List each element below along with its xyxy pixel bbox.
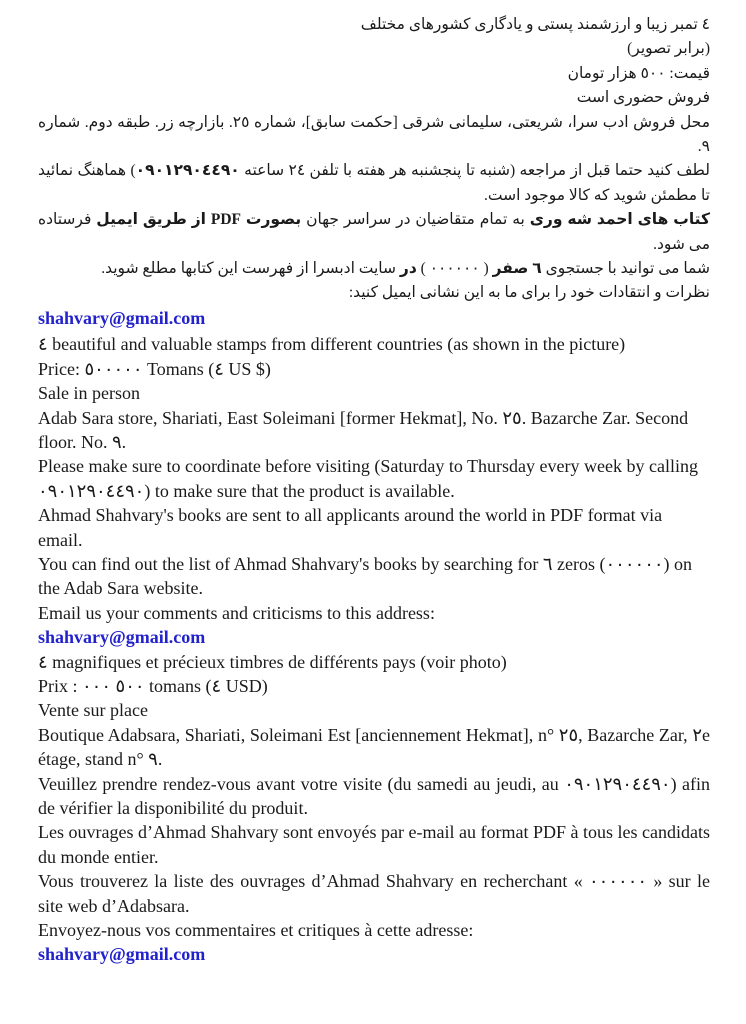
paragraph (38, 552, 710, 601)
text-run: فرستاده می شود. (38, 211, 710, 253)
text-run: Please make sure to coordinate before visiting (Saturday to Thursday every week by calling ٠٩٠١٢٩٠٤٤٩٠) to make sure that the product is available. (38, 456, 698, 501)
paragraph (38, 674, 710, 698)
paragraph (38, 772, 710, 821)
text-run: سایت ادبسرا از فهرست این کتابها مطلع شوید. (101, 260, 400, 278)
text-run: نظرات و انتقادات خود را برای ما به این نشانی ایمیل کنید: (348, 284, 710, 302)
text-run: ٦ صفر (492, 260, 542, 278)
paragraph (38, 601, 710, 625)
text-run: ٤ magnifiques et précieux timbres de différents pays (voir photo) (38, 651, 507, 672)
paragraph (38, 869, 710, 918)
text-run: در (399, 260, 417, 278)
text-run: Vente sur place (38, 700, 148, 721)
paragraph (38, 406, 710, 455)
email-paragraph (38, 625, 710, 649)
text-run: کتاب های احمد شه وری (529, 211, 710, 229)
paragraph (38, 650, 710, 674)
paragraph (38, 381, 710, 405)
paragraph (38, 357, 710, 381)
section-persian (38, 13, 710, 332)
paragraph (38, 332, 710, 356)
paragraph (38, 159, 710, 208)
paragraph (38, 454, 710, 503)
text-run: Sale in person (38, 383, 140, 404)
paragraph (38, 208, 710, 257)
text-run: به تمام متقاضیان در سراسر جهان (301, 211, 530, 229)
paragraph (38, 503, 710, 552)
text-run: Boutique Adabsara, Shariati, Soleimani Est [anciennement Hekmat], n° ٢٥, Bazarche Zar, ٢e étage, stand n° ٩. (38, 724, 710, 770)
paragraph (38, 257, 710, 281)
text-run: ٤ تمبر زیبا و ارزشمند پستی و یادگاری کشورهای مختلف (360, 16, 710, 33)
text-run: ٠٩٠١٢٩٠٤٤٩٠ (135, 162, 240, 180)
text-run: You can find out the list of Ahmad Shahvary's books by searching for ٦ zeros (٠٠٠٠٠٠) on the Adab Sara website. (38, 553, 693, 599)
text-run: محل فروش ادب سرا، شریعتی، سلیمانی شرقی [حکمت سابق]، شماره ٢٥. بازارچه زر. طبقه دوم. شماره ٩. (38, 113, 710, 156)
text-run: Adab Sara store, Shariati, East Soleimani [former Hekmat], No. ٢٥. Bazarche Zar. Second floor. No. ٩. (38, 407, 689, 452)
email-paragraph (38, 306, 710, 332)
text-run: Vous trouverez la liste des ouvrages d’Ahmad Shahvary en recherchant « ٠٠٠٠٠٠ » sur le site web d’Adabsara. (38, 871, 710, 916)
text-run: ) هماهنگ نمائید تا مطمئن شوید که کالا موجود است. (38, 162, 710, 204)
text-run: شما می توانید با جستجوی (541, 260, 710, 278)
section-english (38, 332, 710, 649)
text-run: قیمت: ٥٠٠ هزار تومان (567, 64, 710, 82)
text-run: Prix : ٥٠٠ ٠٠٠ tomans (٤ USD) (38, 675, 268, 696)
section-french (38, 650, 710, 967)
text-run: Ahmad Shahvary's books are sent to all applicants around the world in PDF format via email. (38, 505, 663, 550)
email-link[interactable]: shahvary@gmail.com (38, 307, 206, 328)
email-link[interactable]: shahvary@gmail.com (38, 944, 206, 965)
text-run: Les ouvrages d’Ahmad Shahvary sont envoyés par e-mail au format PDF à tous les candidats du monde entier. (38, 822, 710, 867)
paragraph (38, 723, 710, 772)
paragraph (38, 698, 710, 722)
text-run: Email us your comments and criticisms to this address: (38, 602, 435, 623)
text-run: بصورت PDF از طریق ایمیل (96, 211, 302, 229)
text-run: لطف کنید حتما قبل از مراجعه (شنبه تا پنجشنبه هر هفته با تلفن ٢٤ ساعته (239, 162, 710, 180)
paragraph (38, 111, 710, 160)
paragraph (38, 918, 710, 942)
paragraph (38, 820, 710, 869)
paragraph (38, 86, 710, 110)
text-run: ٤ beautiful and valuable stamps from different countries (as shown in the picture) (38, 334, 626, 355)
text-run: Veuillez prendre rendez-vous avant votre visite (du samedi au jeudi, au ٠٩٠١٢٩٠٤٤٩٠) afin de vérifier la disponibilité du produit. (38, 773, 711, 818)
text-run: Envoyez-nous vos commentaires et critiques à cette adresse: (38, 920, 474, 941)
paragraph (38, 37, 710, 61)
text-run: Price: ٥٠٠٠٠٠ Tomans (٤ US $) (38, 358, 271, 379)
email-paragraph (38, 942, 710, 966)
email-link[interactable]: shahvary@gmail.com (38, 627, 206, 648)
text-run: فروش حضوری است (576, 89, 710, 107)
text-run: ( ٠٠٠٠٠٠ ) (416, 260, 493, 278)
paragraph (38, 281, 710, 305)
paragraph (38, 62, 710, 86)
text-run: (برابر تصویر) (627, 40, 710, 58)
paragraph (38, 13, 710, 37)
